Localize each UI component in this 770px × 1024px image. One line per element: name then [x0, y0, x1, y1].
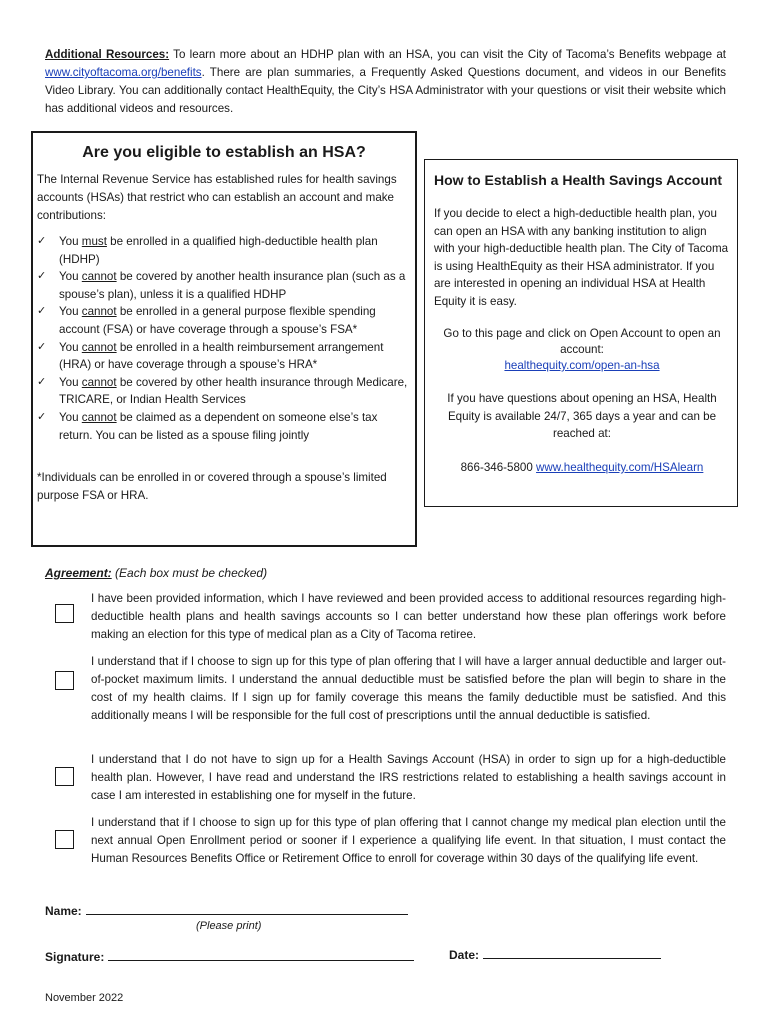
agreement-label: Agreement:: [45, 566, 112, 580]
eligibility-item: ✓ You must be enrolled in a qualified high-deductible health plan (HDHP): [37, 235, 378, 266]
eligibility-item: ✓ You cannot be covered by another health insurance plan (such as a spouse’s plan), unless it is a qualified HDHP: [37, 270, 406, 301]
check-icon: ✓: [37, 375, 47, 388]
eligibility-box: [31, 131, 417, 547]
date-row: [449, 946, 661, 962]
resources-text-2: . There are plan summaries, a Frequently Asked Questions document, and videos in our Benefits Video Library. You can additionally contact HealthEquity, the City’s HSA Administrator with your questions or visit their website which has additional videos and resources.: [45, 66, 726, 115]
name-label: Name:: [45, 904, 82, 918]
eligibility-list: [37, 233, 411, 444]
agreement-heading: [45, 566, 267, 580]
contact-line: [434, 460, 730, 476]
check-icon: ✓: [37, 410, 47, 423]
agreement-checkbox-4[interactable]: [55, 830, 74, 849]
check-icon: ✓: [37, 305, 47, 318]
agreement-text-4: I understand that if I choose to sign up for this type of plan offering that I cannot change my medical plan election until the next annual Open Enrollment period or sooner if I experience a qualifying life event. In that situation, I must contact the Human Resources Benefits Office or Retirement Office to enroll for coverage within 30 days of the qualifying life event.: [91, 816, 726, 865]
benefits-link[interactable]: www.cityoftacoma.org/benefits: [45, 66, 202, 79]
check-icon: ✓: [37, 340, 47, 353]
eligibility-item: ✓ You cannot be covered by other health insurance through Medicare, TRICARE, or Indian Health Services: [37, 375, 408, 407]
agreement-checkbox-2[interactable]: [55, 671, 74, 690]
establish-hsa-intro: If you decide to elect a high-deductible health plan, you can open an HSA with any banking institution to align with your high-deductible health plan. The City of Tacoma is using HealthEquity as their HSA administrator. If you are interested in opening an individual HSA at Health Equity it is easy.: [434, 207, 729, 308]
signature-label: Signature:: [45, 950, 105, 964]
signature-input-line[interactable]: [108, 948, 414, 961]
agreement-text-2: I understand that if I choose to sign up for this type of plan offering that I will have a larger annual deductible and larger out-of-pocket maximum limits. I understand the annual deductible must be satisfied before the plan will begin to share in the cost of my health claims. If I sign up for family coverage this means the family deductible must be satisfied. And this additionally means I will be responsible for the full cost of prescriptions until the annual deductible is satisfied.: [91, 655, 726, 722]
eligibility-footnote: *Individuals can be enrolled in or covered through a spouse’s limited purpose FSA or HRA.: [37, 471, 387, 502]
eligibility-intro: The Internal Revenue Service has established rules for health savings accounts (HSAs) that restrict who can establish an account and make contributions:: [37, 173, 397, 222]
eligibility-item: ✓ You cannot be enrolled in a health reimbursement arrangement (HRA) or have coverage through a spouse’s HRA*: [37, 340, 384, 372]
hsa-learn-link[interactable]: www.healthequity.com/HSAlearn: [536, 461, 704, 474]
open-hsa-link[interactable]: healthequity.com/open-an-hsa: [504, 359, 660, 372]
check-icon: ✓: [37, 235, 47, 247]
questions-text: If you have questions about opening an HSA, Health Equity is available 24/7, 365 days a year and can be reached at:: [447, 392, 717, 441]
agreement-text-1: I have been provided information, which I have reviewed and been provided access to additional resources regarding high-deductible health plans and health savings accounts so I can better understand how these plan offerings work before making an election for this type of medical plan as a City of Tacoma retiree.: [91, 592, 726, 641]
signature-row: [45, 948, 414, 964]
establish-hsa-title: How to Establish a Health Savings Account: [434, 172, 723, 188]
date-label: Date:: [449, 948, 480, 962]
additional-resources-label: Additional Resources:: [45, 48, 170, 61]
agreement-text-3: I understand that I do not have to sign up for a Health Savings Account (HSA) in order to sign up for a high-deductible health plan. However, I have read and understand the IRS restrictions related to establishing a health savings account in case I am interested in establishing one for myself in the future.: [91, 753, 726, 802]
establish-hsa-box: [424, 159, 738, 507]
date-input-line[interactable]: [483, 946, 661, 959]
name-print-hint: (Please print): [196, 920, 262, 932]
eligibility-item: ✓ You cannot be enrolled in a general purpose flexible spending account (FSA) or have coverage through a spouse’s FSA*: [37, 305, 376, 336]
eligibility-item: ✓ You cannot be claimed as a dependent on someone else’s tax return. You can be listed as a spouse filing jointly: [37, 410, 378, 442]
open-account-text: Go to this page and click on Open Account to open an account:: [443, 327, 721, 356]
agreement-note: (Each box must be checked): [111, 566, 268, 580]
open-account-instructions: [434, 326, 730, 374]
name-input-line[interactable]: [86, 902, 408, 915]
additional-resources-paragraph: [45, 46, 726, 118]
check-icon: ✓: [37, 270, 47, 283]
agreement-checkbox-3[interactable]: [55, 767, 74, 786]
name-row: [45, 902, 408, 918]
footer-date: November 2022: [45, 992, 124, 1004]
eligibility-title: Are you eligible to establish an HSA?: [82, 144, 366, 161]
resources-text-1: To learn more about an HDHP plan with an HSA, you can visit the City of Tacoma’s Benefits webpage at: [169, 48, 726, 61]
agreement-checkbox-1[interactable]: [55, 604, 74, 623]
phone-number: 866-346-5800: [460, 461, 533, 474]
